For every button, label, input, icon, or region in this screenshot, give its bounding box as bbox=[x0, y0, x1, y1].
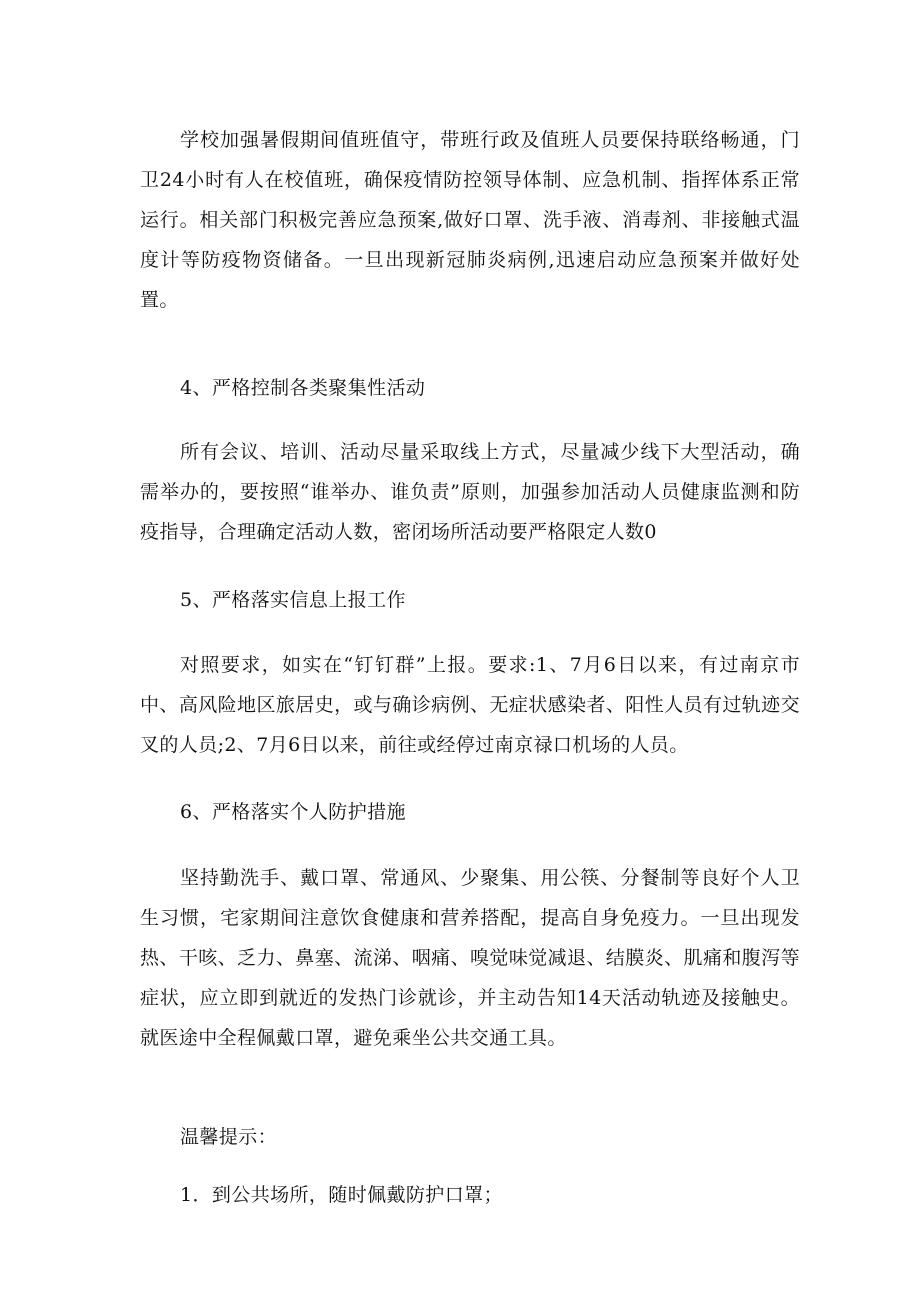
paragraph-duty: 学校加强暑假期间值班值守，带班行政及值班人员要保持联络畅通，门卫24小时有人在校值班，确保疫情防控领导体制、应急机制、指挥体系正常运行。相关部门积极完善应急预案,做好口罩、洗手液、消毒剂、非接触式温度计等防疫物资储备。一旦出现新冠肺炎病例,迅速启动应急预案并做好处置。 bbox=[140, 129, 800, 311]
paragraph-reporting: 对照要求，如实在“钉钉群”上报。要求:1、7月6日以来，有过南京市中、高风险地区旅居史，或与确诊病例、无症状感染者、阳性人员有过轨迹交叉的人员;2、7月6日以来，前往或经停过南京禄口机场的人员。 bbox=[140, 654, 800, 756]
section-heading-4: 4、严格控制各类聚集性活动 bbox=[180, 377, 426, 399]
tips-heading: 温馨提示： bbox=[180, 1126, 278, 1148]
section-heading-6: 6、严格落实个人防护措施 bbox=[180, 801, 406, 823]
section-heading-5: 5、严格落实信息上报工作 bbox=[180, 589, 406, 611]
paragraph-protection: 坚持勤洗手、戴口罩、常通风、少聚集、用公筷、分餐制等良好个人卫生习惯，宅家期间注意饮食健康和营养搭配，提高自身免疫力。一旦出现发热、干咳、乏力、鼻塞、流涕、咽痛、嗅觉味觉减退、结膜炎、肌痛和腹泻等症状，应立即到就近的发热门诊就诊，并主动告知14天活动轨迹及接触史。就医途中全程佩戴口罩，避免乘坐公共交通工具。 bbox=[140, 867, 800, 1049]
tip-item-1: 1．到公共场所，随时佩戴防护口罩； bbox=[180, 1184, 503, 1206]
paragraph-gatherings: 所有会议、培训、活动尽量采取线上方式，尽量减少线下大型活动，确需举办的，要按照“谁举办、谁负责”原则，加强参加活动人员健康监测和防疫指导，合理确定活动人数，密闭场所活动要严格限定人数0 bbox=[140, 441, 800, 543]
